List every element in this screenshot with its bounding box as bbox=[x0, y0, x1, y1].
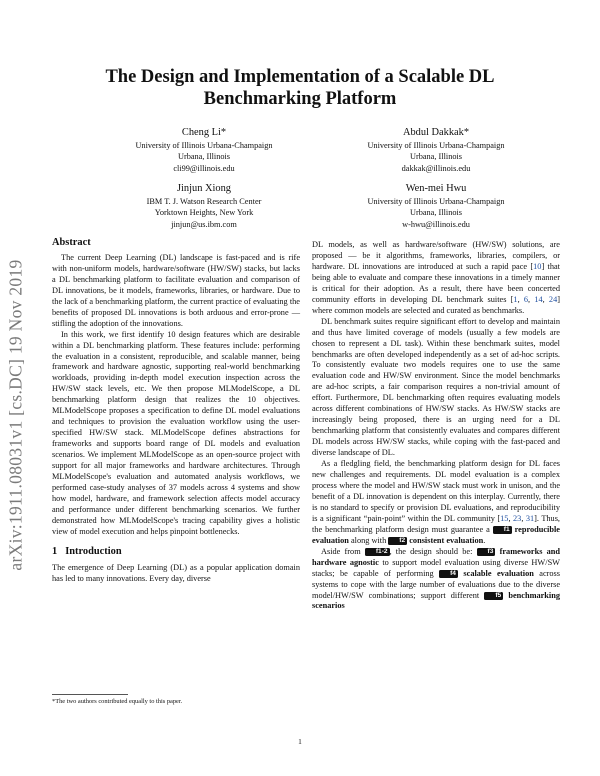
footnote: *The two authors contributed equally to this paper. bbox=[52, 698, 183, 705]
section-heading-introduction bbox=[52, 547, 300, 558]
arxiv-id-text: arXiv:1911.08031v1 [cs.DC] 19 Nov 2019 bbox=[5, 259, 26, 571]
abstract-paragraph-1: The current Deep Learning (DL) landscape is fast-paced and is rife with non-uniform models, hardware/software (HW/SW) stacks, but lacks a DL benchmarking platform to facilitate evaluation and comparison of DL innovations, be it models, frameworks, libraries, or hardware. Due to the lack of a benchmarking platform, the current practice of evaluating the benefits of proposed DL innovations is both arduous and error-prone — stifling the adoption of the innovations. bbox=[52, 252, 300, 328]
abstract-heading: Abstract bbox=[52, 237, 91, 248]
intro-paragraph-4: As a fledgling field, the benchmarking platform design for DL faces new challenges and requirements. DL model evaluation is a complex process where the model and HW/SW stack must work in unison, and the benefit of a DL innovation is dependent on this interplay. Currently, there is no standard to specify or provision DL evaluations, and reproducibility is a significant “pain-point” within the DL community [15, 23, 31]. Thus, the benchmarking platform design must guarantee a f1 reproducible evaluation along with f2 consistent evaluation. bbox=[312, 459, 561, 545]
author-affiliation: University of Illinois Urbana-Champaign bbox=[367, 141, 505, 150]
section-number: 1 bbox=[52, 545, 58, 557]
intro-paragraph-5: Aside from f1-2 , the design should be: f3 frameworks and hardware agnostic to support model evaluation using diverse HW/SW stacks; be capable of performing f4 scalable evaluation across systems to cope with the large number of evaluations due to the diverse model/HW/SW combinations; support different f5 benchmarking scenarios bbox=[312, 546, 561, 611]
author-name: Abdul Dakkak* bbox=[402, 127, 470, 138]
author-name: Jinjun Xiong bbox=[177, 183, 231, 194]
feature-tag-f3: f3 bbox=[477, 548, 496, 556]
author-block-2 bbox=[316, 126, 556, 174]
section-title: Introduction bbox=[65, 545, 122, 557]
author-name: Wen-mei Hwu bbox=[405, 183, 467, 194]
citation-link[interactable]: 24 bbox=[548, 294, 558, 304]
abstract-paragraph-2: In this work, we first identify 10 design features which are desirable within a DL benchmarking platform. These features include: performing the evaluation in a consistent, reproducible, and scalable manner, being framework and hardware agnostic, supporting real-world benchmarking workloads, providing in-depth model execution inspection across the HW/SW stack levels, etc. We then propose MLModelScope, a DL benchmarking platform design that realizes the 10 objectives. MLModelScope proposes a specification to define DL model evaluations and techniques to provision the evaluation workflow using the user-specified HW/SW stack. MLModelScope defines abstractions for frameworks and supports board range of DL models and evaluation scenarios. We implement MLModelScope as an open-source project with support for all major frameworks and hardware architectures. Through MLModelScope's evaluation and automated analysis workflows, we performed case-study analyses of 37 models across 4 systems and show how model, hardware, and framework selection affects model accuracy and performance under different benchmarking scenarios. We further demonstrated how MLModelScope's tracing capability gives a holistic view of model execution and helps pinpoint bottlenecks. bbox=[52, 329, 300, 536]
author-email: dakkak@illinois.edu bbox=[401, 163, 471, 173]
author-affiliation: IBM T. J. Watson Research Center bbox=[146, 197, 262, 206]
author-affiliation: University of Illinois Urbana-Champaign bbox=[135, 141, 273, 150]
intro-paragraph-2: DL models, as well as hardware/software (HW/SW) solutions, are proposed — be it algorithms, frameworks, libraries, compilers, or hardware. DL innovations are introduced at such a rapid pace [10] that being able to evaluate and compare these innovations in a timely manner is critical for their adoption. As a result, there have been concerted community efforts in developing DL benchmark suites [1, 6, 14, 24] where common models are selected and curated as benchmarks. bbox=[312, 240, 560, 315]
citation-link[interactable]: 14 bbox=[534, 294, 543, 304]
author-location: Urbana, Illinois bbox=[409, 152, 463, 162]
intro-paragraph-3: DL benchmark suites require significant effort to develop and maintain and thus have limited coverage of models (usually a few models are chosen to represent a DL task). Within these benchmark suites, model benchmarks are often developed independently as a set of ad-hoc scripts. To consistently evaluate two models requires one to use the same evaluation code and HW/SW environment. Since the model benchmarks are ad-hoc scripts, a fair comparison requires a non-trivial amount of effort. Furthermore, DL benchmarking often requires evaluating models across different combinations of HW/SW stacks. As HW/SW stacks are increasingly being proposed, there is an urging need for a DL benchmarking platform that consistently evaluates and compares different DL models across HW/SW stacks, while coping with the fast-paced and diverse landscape of DL. bbox=[312, 316, 560, 458]
footnote-rule bbox=[52, 694, 128, 695]
feature-tag-f5: f5 bbox=[484, 592, 503, 600]
author-location: Yorktown Heights, New York bbox=[154, 208, 254, 218]
left-column bbox=[52, 238, 300, 585]
arxiv-identifier bbox=[2, 205, 30, 625]
author-block-4 bbox=[316, 182, 556, 230]
author-block-1 bbox=[84, 126, 324, 174]
citation-link[interactable]: 6 bbox=[523, 294, 529, 304]
page-number: 1 bbox=[298, 737, 302, 746]
citation-link[interactable]: 15 bbox=[500, 513, 509, 523]
citation-link[interactable]: 31 bbox=[525, 513, 535, 523]
paper-title: The Design and Implementation of a Scalable DL Benchmarking Platform bbox=[105, 67, 495, 109]
feature-tag-f2: f2 bbox=[388, 537, 407, 545]
author-block-3 bbox=[84, 182, 324, 230]
feature-tag-f1-2: f1-2 bbox=[365, 548, 390, 556]
author-location: Urbana, Illinois bbox=[409, 208, 463, 218]
citation-link[interactable]: 10 bbox=[533, 261, 542, 271]
author-email: w-hwu@illinois.edu bbox=[402, 219, 470, 229]
intro-paragraph-1: The emergence of Deep Learning (DL) as a popular application domain has led to many innovations. Every day, diverse bbox=[52, 562, 300, 583]
author-affiliation: University of Illinois Urbana-Champaign bbox=[367, 197, 505, 206]
citation-link[interactable]: 1 bbox=[513, 294, 518, 304]
right-column bbox=[312, 240, 560, 612]
author-email: jinjun@us.ibm.com bbox=[171, 219, 237, 229]
author-email: cli99@illinois.edu bbox=[173, 163, 235, 173]
author-location: Urbana, Illinois bbox=[177, 152, 231, 162]
feature-tag-f4: f4 bbox=[439, 570, 458, 578]
author-name: Cheng Li* bbox=[181, 127, 227, 138]
feature-tag-f1: f1 bbox=[493, 526, 512, 534]
citation-link[interactable]: 23 bbox=[513, 513, 522, 523]
